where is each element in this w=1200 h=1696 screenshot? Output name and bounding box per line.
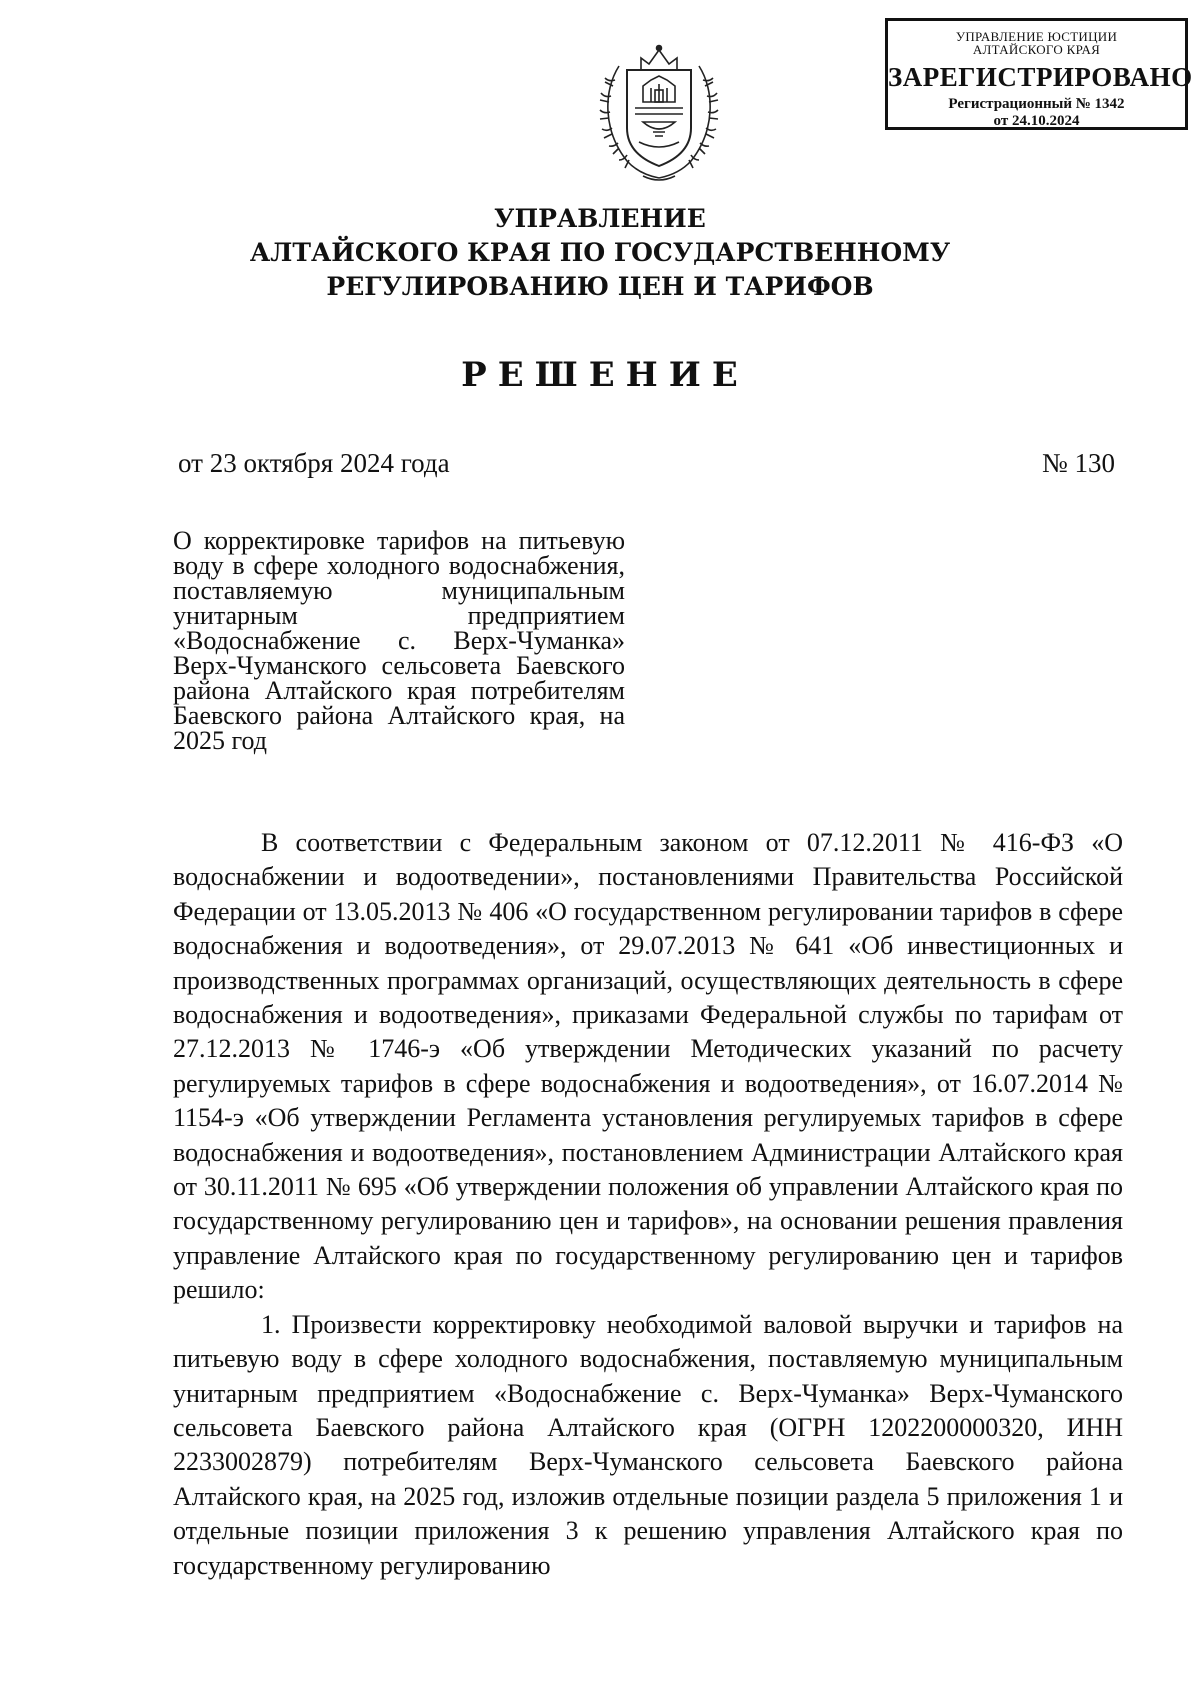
authority-line-3: РЕГУЛИРОВАНИЮ ЦЕН И ТАРИФОВ [326, 272, 874, 301]
document-number: № 130 [1042, 448, 1116, 478]
document-subject: О корректировке тарифов на питьевую воду в сфере холодного водоснабжения, поставляемую муниципальным унитарным предприятием «Водоснабжение с. Верх-Чуманка» Верх-Чуманского сельсовета Баевского района Алтайского края потребителям Баевского района Алтайского края, на 2025 год [173, 526, 625, 755]
registration-stamp [885, 18, 1193, 130]
stamp-authority-line2: АЛТАЙСКОГО КРАЯ [972, 42, 1101, 57]
stamp-reg-date: от 24.10.2024 [993, 113, 1080, 129]
stamp-authority-line1: УПРАВЛЕНИЕ ЮСТИЦИИ [955, 29, 1118, 44]
issuing-authority [0, 202, 1200, 304]
stamp-status: ЗАРЕГИСТРИРОВАНО [888, 62, 1193, 92]
decision-item-1: 1. Произвести корректировку необходимой валовой выручки и тарифов на питьевую воду в сфере холодного водоснабжения, поставляемую муниципальным унитарным предприятием «Водоснабжение с. Верх-Чуманка» Верх-Чуманского сельсовета Баевского района Алтайского края (ОГРН 1202200000320, ИНН 2233002879) потребителям Верх-Чуманского сельсовета Баевского района Алтайского края, на 2025 год, изложив отдельные позиции раздела 5 приложения 1 и отдельные позиции приложения 3 к решению управления Алтайского края по государственному регулированию [173, 1309, 1123, 1580]
altai-krai-coat-of-arms-icon [597, 36, 721, 184]
document-body [173, 826, 1123, 1583]
authority-line-1: УПРАВЛЕНИЕ [494, 204, 706, 233]
document-type-title: РЕШЕНИЕ [461, 355, 749, 395]
preamble-paragraph: В соответствии с Федеральным законом от 07.12.2011 № 416-ФЗ «О водоснабжении и водоотведении», постановлениями Правительства Российской Федерации от 13.05.2013 № 406 «О государственном регулировании тарифов в сфере водоснабжения и водоотведения», от 29.07.2013 № 641 «Об инвестиционных и производственных программах организаций, осуществляющих деятельность в сфере водоснабжения и водоотведения», приказами Федеральной службы по тарифам от 27.12.2013 № 1746-э «Об утверждении Методических указаний по расчету регулируемых тарифов в сфере водоснабжения и водоотведения», от 16.07.2014 № 1154-э «Об утверждении Регламента установления регулируемых тарифов в сфере водоснабжения и водоотведения», постановлением Администрации Алтайского края от 30.11.2011 № 695 «Об утверждении положения об управлении Алтайского края по государственному регулированию цен и тарифов», на основании решения правления управление Алтайского края по государственному регулированию цен и тарифов решило: [173, 828, 1123, 1305]
document-date: от 23 октября 2024 года [178, 448, 450, 478]
authority-line-2: АЛТАЙСКОГО КРАЯ ПО ГОСУДАРСТВЕННОМУ [249, 238, 951, 267]
stamp-reg-number: Регистрационный № 1342 [948, 96, 1125, 112]
